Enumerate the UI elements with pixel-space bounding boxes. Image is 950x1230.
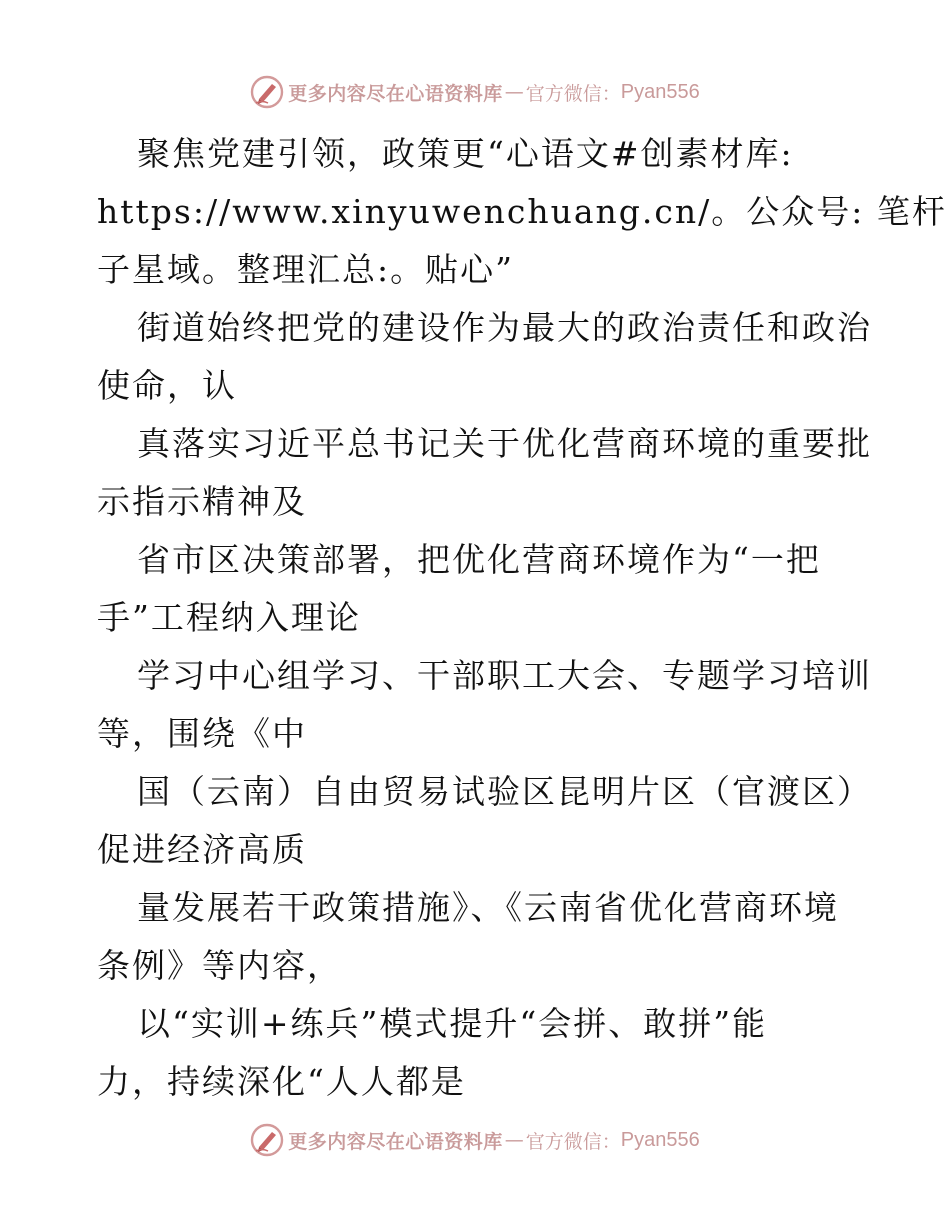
pen-logo-icon <box>250 75 284 109</box>
body-line-4: 街道始终把党的建设作为最大的政治责任和政治 <box>137 308 872 347</box>
header-dash: — <box>504 81 524 103</box>
body-line-8: 省市区决策部署，把优化营商环境作为“一把 <box>137 540 821 579</box>
header-wechat-id: Pyan556 <box>620 80 700 103</box>
body-line-17: 力，持续深化“人人都是 <box>97 1062 466 1101</box>
body-line-14: 量发展若干政策措施》、《云南省优化营商环境 <box>137 888 839 927</box>
body-line-3: 子星域。整理汇总:。贴心” <box>97 250 514 289</box>
footer-banner <box>0 1120 950 1160</box>
body-line-5: 使命，认 <box>97 366 237 405</box>
body-line-2: https://www.xinyuwenchuang.cn/。公众号: 笔杆 <box>97 192 947 231</box>
body-line-9: 手”工程纳入理论 <box>97 598 361 637</box>
header-banner <box>0 72 950 112</box>
body-line-12: 国（云南）自由贸易试验区昆明片区（官渡区） <box>137 772 872 811</box>
pen-logo-icon <box>250 1123 284 1157</box>
footer-wechat-id: Pyan556 <box>620 1128 700 1151</box>
footer-dash: — <box>504 1129 524 1151</box>
header-wechat-label: 官方微信： <box>525 82 621 105</box>
header-brand-text: 更多内容尽在心语资料库 <box>288 82 503 105</box>
body-line-10: 学习中心组学习、干部职工大会、专题学习培训 <box>137 656 872 695</box>
document-body <box>97 125 947 1111</box>
footer-wechat-label: 官方微信： <box>525 1130 621 1153</box>
body-line-6: 真落实习近平总书记关于优化营商环境的重要批 <box>137 424 872 463</box>
body-line-16: 以“实训+练兵”模式提升“会拼、敢拼”能 <box>137 1004 768 1043</box>
body-line-11: 等，围绕《中 <box>97 714 307 753</box>
body-line-15: 条例》等内容， <box>97 946 342 985</box>
body-line-13: 促进经济高质 <box>97 830 307 869</box>
body-line-1: 聚焦党建引领，政策更“心语文#创素材库: <box>137 134 794 173</box>
body-line-7: 示指示精神及 <box>97 482 307 521</box>
footer-brand-text: 更多内容尽在心语资料库 <box>288 1130 503 1153</box>
